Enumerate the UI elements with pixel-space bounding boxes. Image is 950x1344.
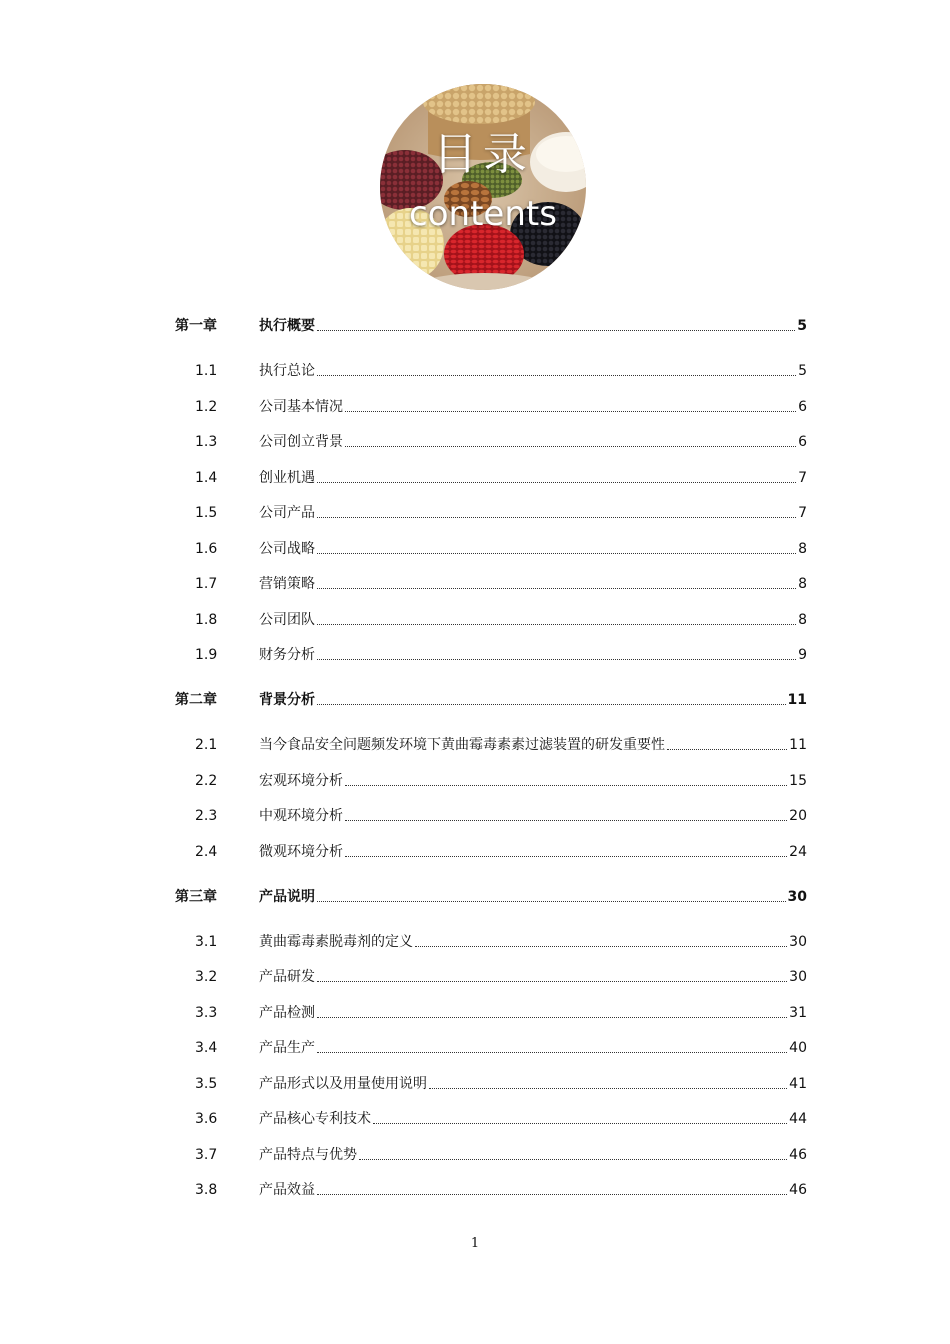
toc-entry-label: 中观环境分析 (259, 808, 343, 824)
toc-entry-number: 1.9 (195, 647, 218, 663)
toc-section-entry[interactable] (175, 805, 807, 827)
toc-entry-label: 执行概要 (259, 318, 315, 334)
toc-section-entry[interactable] (175, 841, 807, 863)
toc-entry-number: 1.7 (195, 576, 218, 592)
toc-entry-label: 产品特点与优势 (259, 1146, 357, 1163)
cover-image (380, 84, 586, 290)
toc-entry-number: 第三章 (175, 888, 217, 905)
toc-entry-number: 2.4 (195, 843, 218, 860)
toc-entry-label: 宏观环境分析 (259, 772, 343, 789)
toc-entry-number: 2.1 (195, 737, 218, 753)
toc-entry-label: 产品效益 (259, 1182, 315, 1198)
toc-entry-page: 30 (787, 888, 807, 905)
toc-dot-leader (317, 900, 786, 902)
toc-section-entry[interactable] (175, 1179, 807, 1201)
toc-entry-label: 背景分析 (259, 692, 315, 708)
toc-dot-leader (317, 1016, 787, 1018)
toc-section-entry[interactable] (175, 931, 807, 953)
toc-section-entry[interactable] (175, 538, 807, 560)
toc-entry-label: 产品形式以及用量使用说明 (259, 1075, 427, 1092)
toc-entry-label: 公司团队 (259, 611, 315, 628)
toc-entry-number: 3.1 (195, 933, 218, 950)
toc-entry-label: 公司基本情况 (259, 398, 343, 415)
toc-entry-number: 1.8 (195, 611, 218, 628)
toc-entry-page: 6 (798, 398, 807, 415)
toc-entry-page: 24 (789, 843, 807, 860)
toc-entry-page: 46 (789, 1182, 807, 1198)
toc-entry-page: 11 (789, 737, 807, 753)
toc-dot-leader (359, 1158, 787, 1160)
toc-dot-leader (345, 855, 787, 857)
toc-section-entry[interactable] (175, 644, 807, 666)
toc-entry-page: 5 (798, 363, 807, 379)
toc-entry-number: 1.4 (195, 469, 218, 486)
toc-entry-page: 9 (798, 647, 807, 663)
toc-section-entry[interactable] (175, 467, 807, 489)
toc-entry-label: 财务分析 (259, 647, 315, 663)
toc-entry-number: 1.6 (195, 540, 218, 557)
toc-dot-leader (415, 945, 787, 947)
toc-chapter-entry[interactable] (175, 315, 807, 337)
toc-entry-label: 产品研发 (259, 969, 315, 985)
toc-entry-number: 1.3 (195, 434, 218, 450)
toc-entry-page: 8 (798, 540, 807, 557)
toc-entry-page: 6 (798, 434, 807, 450)
toc-dot-leader (317, 1051, 787, 1053)
toc-section-entry[interactable] (175, 609, 807, 631)
toc-dot-leader (345, 784, 787, 786)
grains-photo-icon (380, 84, 586, 290)
toc-entry-number: 3.3 (195, 1004, 218, 1021)
page-number: 1 (470, 1236, 480, 1251)
toc-entry-page: 8 (798, 576, 807, 592)
toc-entry-page: 15 (789, 772, 807, 789)
toc-section-entry[interactable] (175, 360, 807, 382)
toc-entry-number: 第二章 (175, 692, 217, 708)
toc-entry-number: 1.1 (195, 363, 218, 379)
toc-dot-leader (345, 410, 796, 412)
toc-entry-label: 微观环境分析 (259, 843, 343, 860)
toc-entry-number: 1.5 (195, 505, 218, 521)
toc-dot-leader (317, 623, 796, 625)
toc-dot-leader (429, 1087, 787, 1089)
toc-entry-number: 1.2 (195, 398, 218, 415)
toc-entry-label: 当今食品安全问题频发环境下黄曲霉毒素素过滤装置的研发重要性 (259, 737, 665, 753)
toc-section-entry[interactable] (175, 1108, 807, 1130)
toc-entry-page: 40 (789, 1040, 807, 1056)
cover-subtitle: contents (409, 194, 557, 234)
toc-entry-label: 公司战略 (259, 540, 315, 557)
toc-dot-leader (345, 819, 787, 821)
toc-entry-number: 第一章 (175, 318, 217, 334)
toc-entry-label: 黄曲霉毒素脱毒剂的定义 (259, 933, 413, 950)
toc-entry-page: 46 (789, 1146, 807, 1163)
toc-entry-page: 31 (789, 1004, 807, 1021)
toc-dot-leader (317, 481, 796, 483)
toc-section-entry[interactable] (175, 573, 807, 595)
toc-section-entry[interactable] (175, 1144, 807, 1166)
toc-entry-label: 公司创立背景 (259, 434, 343, 450)
toc-dot-leader (317, 587, 796, 589)
toc-entry-label: 产品生产 (259, 1040, 315, 1056)
cover-title: 目录 (433, 129, 533, 180)
toc-entry-page: 11 (787, 692, 807, 708)
toc-entry-page: 41 (789, 1075, 807, 1092)
toc-entry-page: 44 (789, 1111, 807, 1127)
toc-dot-leader (317, 374, 796, 376)
toc-entry-number: 2.2 (195, 772, 218, 789)
toc-entry-label: 营销策略 (259, 576, 315, 592)
toc-dot-leader (317, 703, 786, 705)
toc-dot-leader (317, 329, 795, 331)
toc-dot-leader (317, 552, 796, 554)
toc-entry-number: 2.3 (195, 808, 218, 824)
toc-entry-label: 公司产品 (259, 505, 315, 521)
toc-section-entry[interactable] (175, 770, 807, 792)
toc-chapter-entry[interactable] (175, 689, 807, 711)
toc-entry-number: 3.5 (195, 1075, 218, 1092)
toc-dot-leader (373, 1122, 787, 1124)
toc-entry-page: 20 (789, 808, 807, 824)
toc-entry-page: 5 (797, 318, 807, 334)
toc-entry-page: 30 (789, 969, 807, 985)
toc-entry-label: 产品说明 (259, 888, 315, 905)
toc-section-entry[interactable] (175, 396, 807, 418)
toc-entry-label: 创业机遇 (259, 469, 315, 486)
toc-section-entry[interactable] (175, 734, 807, 756)
toc-entry-page: 7 (798, 469, 807, 486)
toc-section-entry[interactable] (175, 431, 807, 453)
toc-dot-leader (317, 980, 787, 982)
toc-entry-number: 3.4 (195, 1040, 218, 1056)
toc-entry-number: 3.8 (195, 1182, 218, 1198)
toc-section-entry[interactable] (175, 966, 807, 988)
toc-dot-leader (317, 1193, 787, 1195)
toc-section-entry[interactable] (175, 502, 807, 524)
toc-dot-leader (345, 445, 796, 447)
toc-entry-page: 30 (789, 933, 807, 950)
toc-entry-number: 3.6 (195, 1111, 218, 1127)
toc-entry-label: 执行总论 (259, 363, 315, 379)
toc-dot-leader (317, 658, 796, 660)
toc-section-entry[interactable] (175, 1002, 807, 1024)
toc-entry-label: 产品检测 (259, 1004, 315, 1021)
toc-entry-label: 产品核心专利技术 (259, 1111, 371, 1127)
toc-section-entry[interactable] (175, 1073, 807, 1095)
toc-dot-leader (667, 748, 787, 750)
toc-chapter-entry[interactable] (175, 886, 807, 908)
toc-entry-number: 3.2 (195, 969, 218, 985)
toc-dot-leader (317, 516, 796, 518)
toc-entry-page: 7 (798, 505, 807, 521)
toc-section-entry[interactable] (175, 1037, 807, 1059)
toc-entry-page: 8 (798, 611, 807, 628)
toc-entry-number: 3.7 (195, 1146, 218, 1163)
